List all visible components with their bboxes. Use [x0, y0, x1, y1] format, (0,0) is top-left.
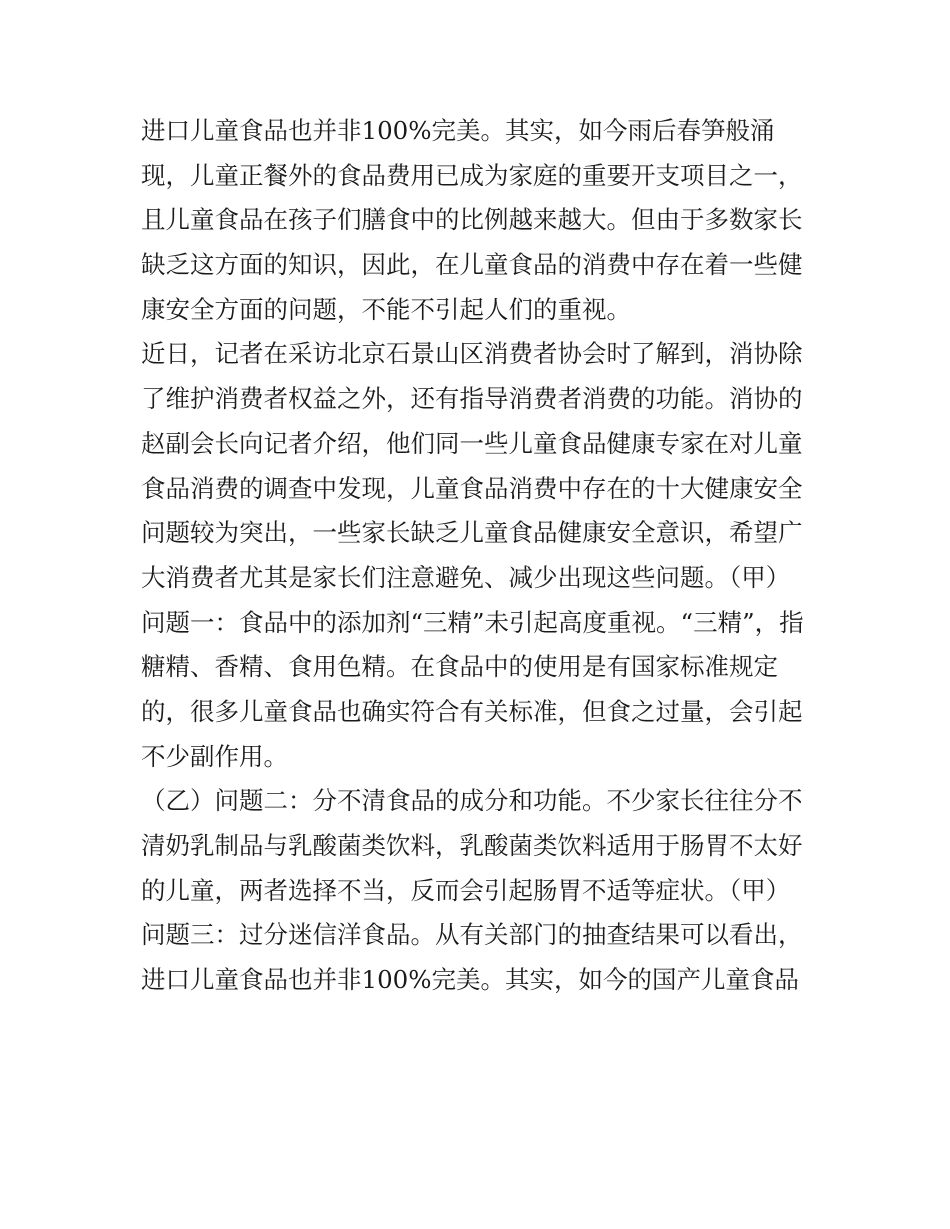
document-body: [141, 109, 821, 1003]
text-line: 了维护消费者权益之外，还有指导消费者消费的功能。消协的: [141, 384, 803, 414]
text-line: 近日，记者在采访北京石景山区消费者协会时了解到，消协除: [141, 339, 803, 369]
text-line: （乙）问题二：分不清食品的成分和功能。不少家长往往分不: [141, 786, 803, 816]
text-line: 现，儿童正餐外的食品费用已成为家庭的重要开支项目之一，: [141, 160, 803, 190]
text-line: 缺乏这方面的知识，因此，在儿童食品的消费中存在着一些健: [141, 250, 803, 280]
text-line: 大消费者尤其是家长们注意避免、减少出现这些问题。（甲）: [141, 562, 791, 592]
text-line: 问题较为突出，一些家长缺乏儿童食品健康安全意识，希望广: [141, 518, 803, 548]
text-line: 糖精、香精、食用色精。在食品中的使用是有国家标准规定: [141, 652, 778, 682]
text-line: 且儿童食品在孩子们膳食中的比例越来越大。但由于多数家长: [141, 205, 803, 235]
text-line: 进口儿童食品也并非100%完美。其实，如今雨后春笋般涌: [141, 116, 775, 145]
text-line: 不少副作用。: [141, 741, 288, 771]
text-line: 食品消费的调查中发现，儿童食品消费中存在的十大健康安全: [141, 473, 803, 503]
text-line: 进口儿童食品也并非100%完美。其实，如今的国产儿童食品: [141, 965, 800, 995]
text-line: 的儿童，两者选择不当，反而会引起肠胃不适等症状。（甲）: [141, 875, 791, 905]
text-line: 问题一：食品中的添加剂“三精”未引起高度重视。“三精”，指: [141, 607, 804, 637]
text-line: 的，很多儿童食品也确实符合有关标准，但食之过量，会引起: [141, 696, 803, 726]
text-line: 清奶乳制品与乳酸菌类饮料，乳酸菌类饮料适用于肠胃不太好: [141, 831, 803, 860]
text-line: 康安全方面的问题，不能不引起人们的重视。: [141, 294, 631, 324]
text-line: 问题三：过分迷信洋食品。从有关部门的抽查结果可以看出，: [141, 920, 803, 950]
text-line: 赵副会长向记者介绍，他们同一些儿童食品健康专家在对儿童: [141, 428, 803, 458]
